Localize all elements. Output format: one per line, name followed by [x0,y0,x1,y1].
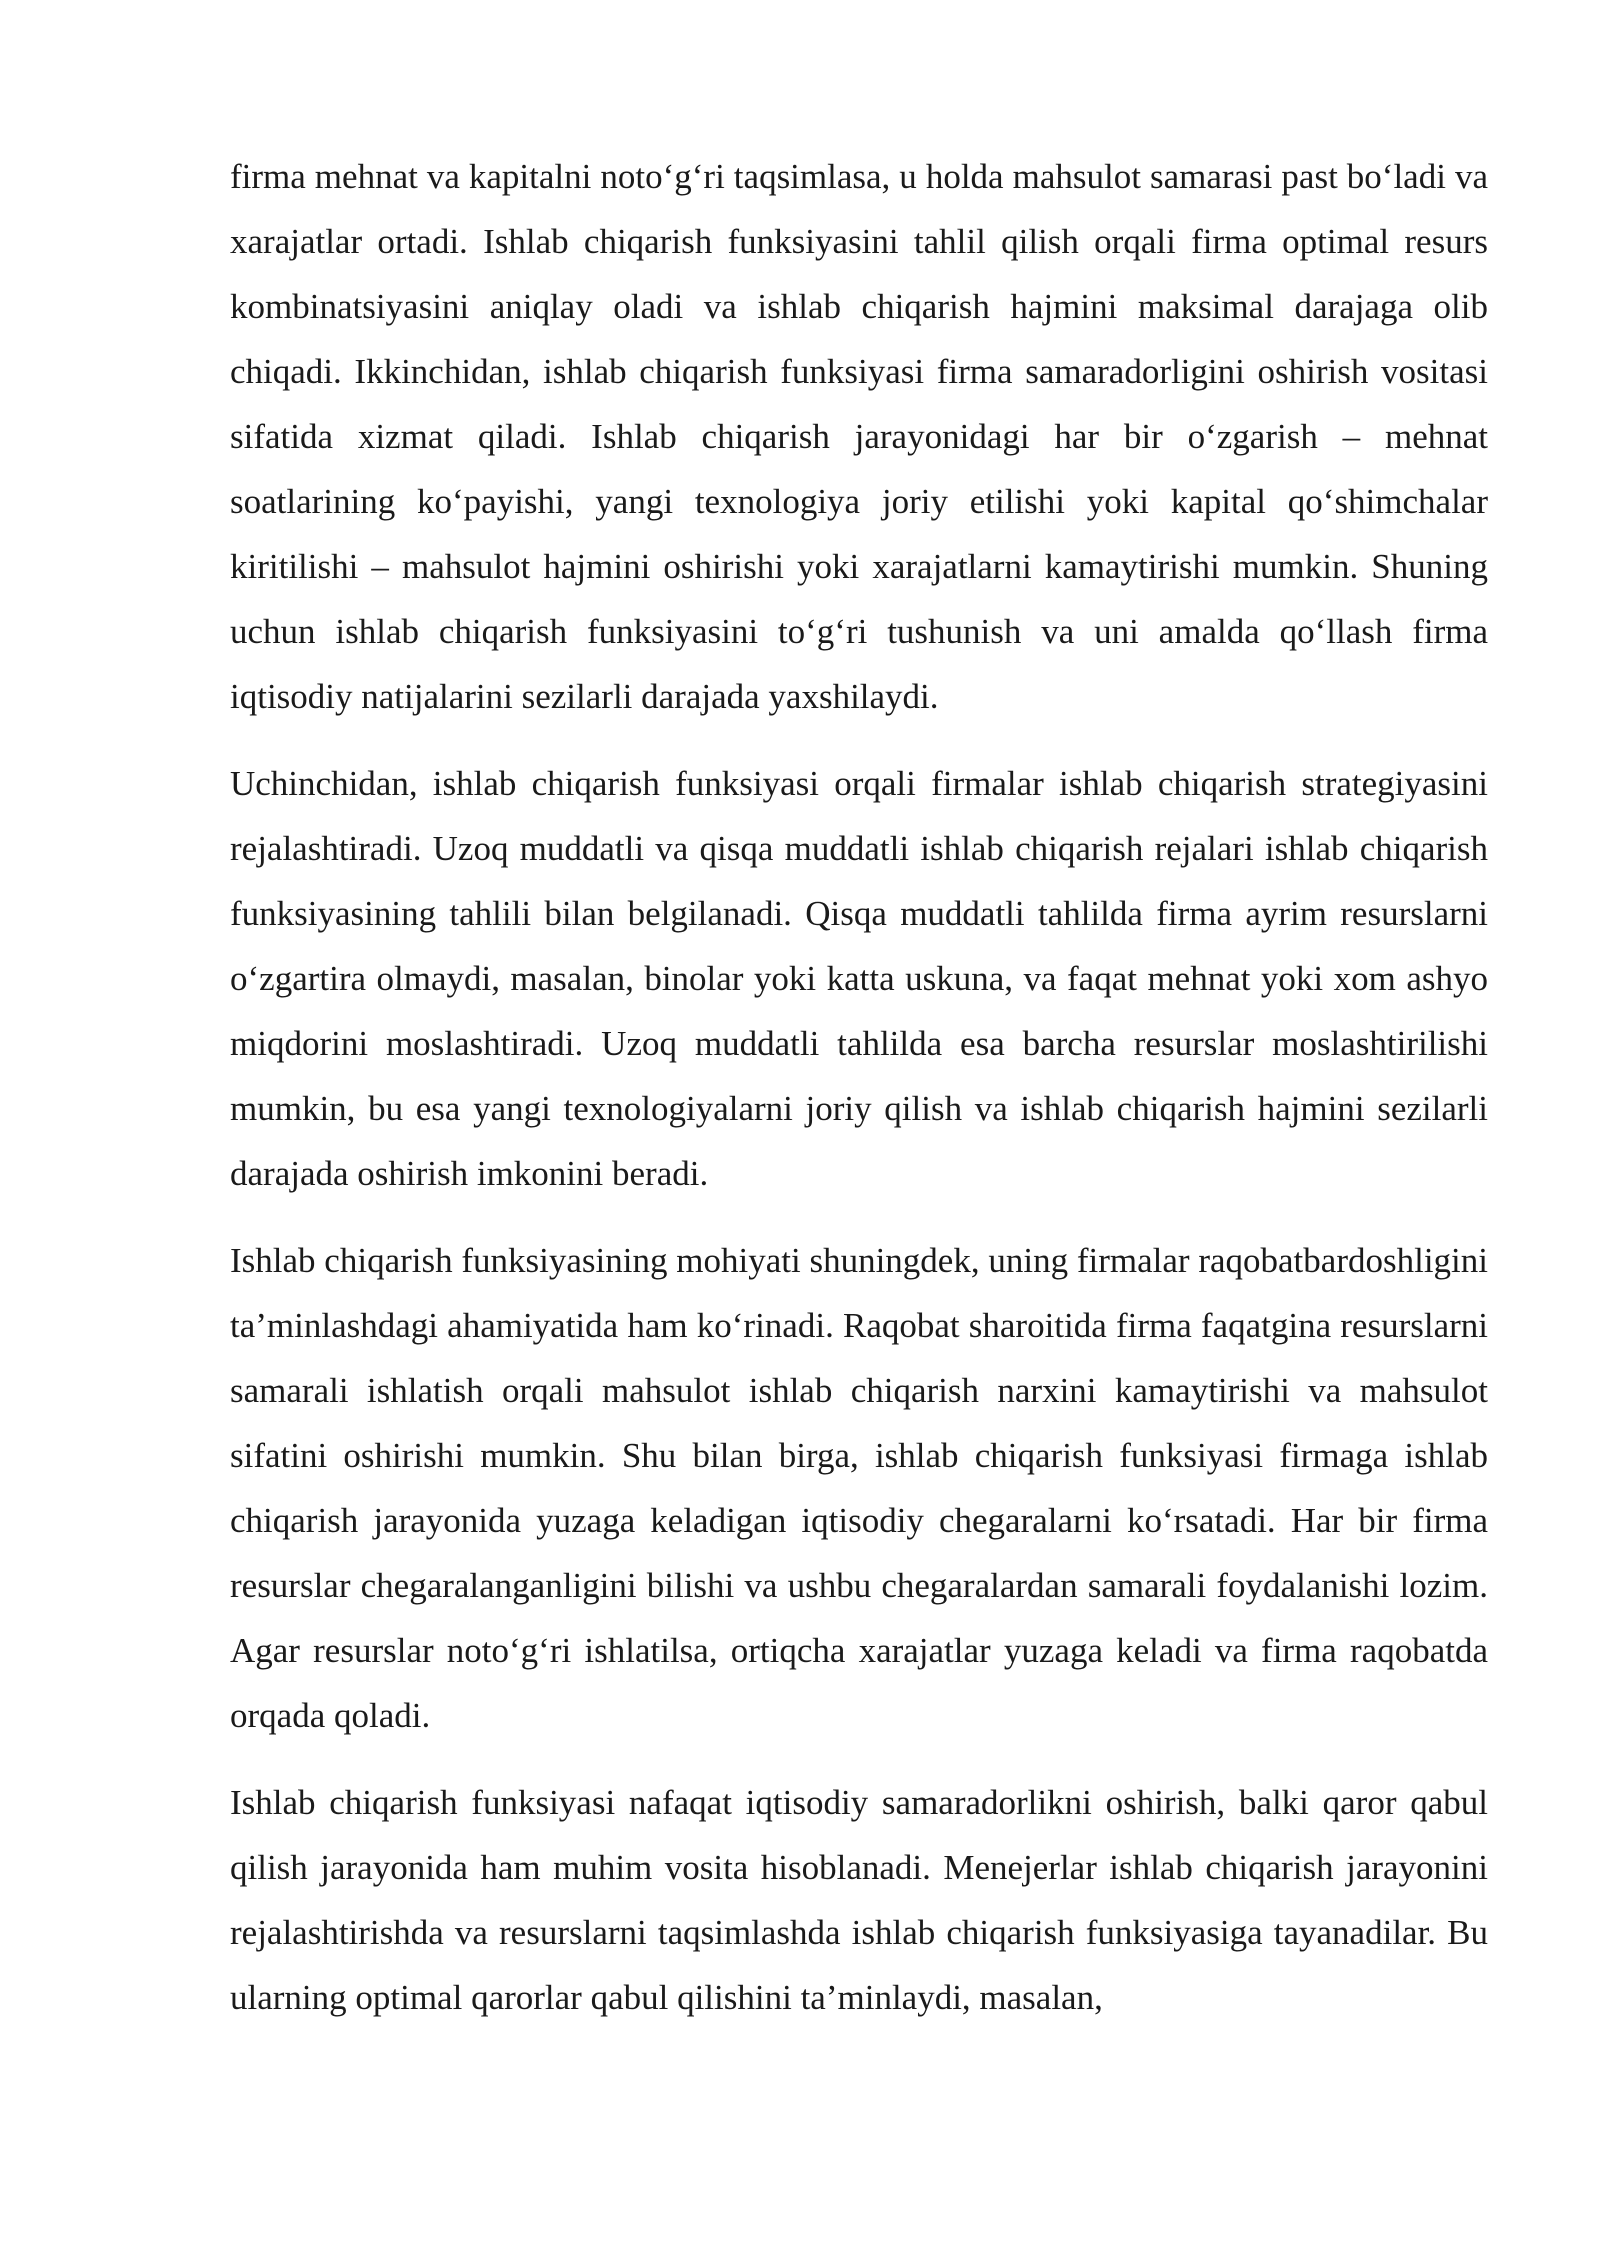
document-body [230,144,1488,2052]
paragraph: Uchinchidan, ishlab chiqarish funksiyasi orqali firmalar ishlab chiqarish strategiyasini rejalashtiradi. Uzoq muddatli va qisqa muddatli ishlab chiqarish rejalari ishlab chiqarish funksiyasining tahlili bilan belgilanadi. Qisqa muddatli tahlilda firma ayrim resurslarni o‘zgartira olmaydi, masalan, binolar yoki katta uskuna, va faqat mehnat yoki xom ashyo miqdorini moslashtiradi. Uzoq muddatli tahlilda esa barcha resurslar moslashtirilishi mumkin, bu esa yangi texnologiyalarni joriy qilish va ishlab chiqarish hajmini sezilarli darajada oshirish imkonini beradi. [230,764,1488,1193]
paragraph: Ishlab chiqarish funksiyasi nafaqat iqtisodiy samaradorlikni oshirish, balki qaror qabul qilish jarayonida ham muhim vosita hisoblanadi. Menejerlar ishlab chiqarish jarayonini rejalashtirishda va resurslarni taqsimlashda ishlab chiqarish funksiyasiga tayanadilar. Bu ularning optimal qarorlar qabul qilishini ta’minlaydi, masalan, [230,1783,1488,2017]
paragraph: Ishlab chiqarish funksiyasining mohiyati shuningdek, uning firmalar raqobatbardoshligini ta’minlashdagi ahamiyatida ham ko‘rinadi. Raqobat sharoitida firma faqatgina resurslarni samarali ishlatish orqali mahsulot ishlab chiqarish narxini kamaytirishi va mahsulot sifatini oshirishi mumkin. Shu bilan birga, ishlab chiqarish funksiyasi firmaga ishlab chiqarish jarayonida yuzaga keladigan iqtisodiy chegaralarni ko‘rsatadi. Har bir firma resurslar chegaralanganligini bilishi va ushbu chegaralardan samarali foydalanishi lozim. Agar resurslar noto‘g‘ri ishlatilsa, ortiqcha xarajatlar yuzaga keladi va firma raqobatda orqada qoladi. [230,1241,1488,1735]
paragraph: firma mehnat va kapitalni noto‘g‘ri taqsimlasa, u holda mahsulot samarasi past bo‘ladi va xarajatlar ortadi. Ishlab chiqarish funksiyasini tahlil qilish orqali firma optimal resurs kombinatsiyasini aniqlay oladi va ishlab chiqarish hajmini maksimal darajaga olib chiqadi. Ikkinchidan, ishlab chiqarish funksiyasi firma samaradorligini oshirish vositasi sifatida xizmat qiladi. Ishlab chiqarish jarayonidagi har bir o‘zgarish – mehnat soatlarining ko‘payishi, yangi texnologiya joriy etilishi yoki kapital qo‘shimchalar kiritilishi – mahsulot hajmini oshirishi yoki xarajatlarni kamaytirishi mumkin. Shuning uchun ishlab chiqarish funksiyasini to‘g‘ri tushunish va uni amalda qo‘llash firma iqtisodiy natijalarini sezilarli darajada yaxshilaydi. [230,157,1488,716]
